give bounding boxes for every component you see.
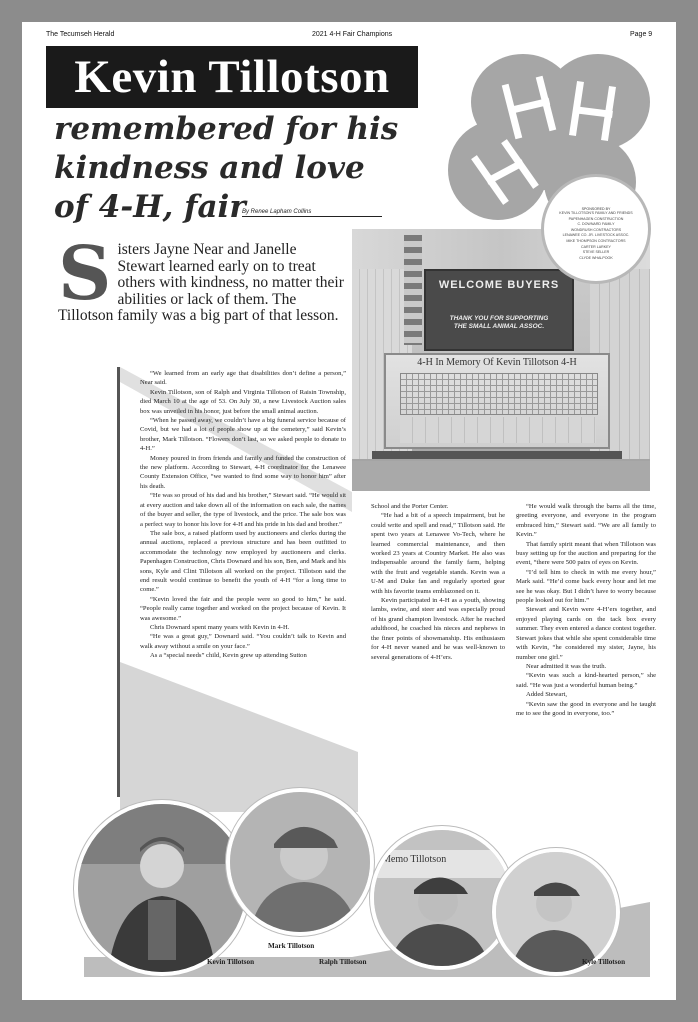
paragraph: Chris Downard spent many years with Kevin in 4-H. — [150, 623, 290, 631]
paragraph: “He was so proud of his dad and his brother,” Stewart said. “He would sit at every auction and take down all of the information on each sale, the names of the buyer and seller, the type of livestock, and the price. The sale box was a perfect way to honor his love for 4-H and his pride in his dad and brother.” — [140, 492, 346, 528]
byline: By Renee Lapham Collins — [242, 209, 382, 217]
paragraph: “Kevin loved the fair and the people were so good to him,” he said. “People really came together and worked on the project because of Kevin. It was awesome.” — [140, 595, 346, 622]
portrait-mark-tillotson — [226, 788, 374, 936]
paragraph: “Kevin saw the good in everyone and he taught me to see the good in everyone, too.” — [516, 700, 656, 717]
paragraph: “He would walk through the barns all the time, greeting everyone, and everyone in the program embraced him,” Stewart said. “We are all family to Kevin.” — [516, 503, 656, 539]
paragraph: School and the Porter Center. — [371, 503, 449, 510]
person-portrait — [230, 792, 370, 932]
paragraph: Stewart and Kevin were 4-H’ers together, and enjoyed playing cards on the tack box every summer. They even entered a dance contest together. Stewart jokes that while she spent considerable time with Kevin, “he considered my sister, Jayne, his number one girl.” — [516, 606, 656, 661]
paragraph: The sale box, a raised platform used by auctioneers and clerks during the annual auctions, replaced a previous structure and has been outfitted to accommodate the technology now employed by auctioneers and clerks. Papenhagen Construction, Chris Downard and his son, Ben, and Mark and his sons, Kyle and Clint Tillotson all worked on the project. Tillotson said the end result would continue to benefit the youth of 4-H “for a long time to come.” — [140, 529, 346, 594]
subtitle-line: kindness and love — [54, 150, 365, 186]
banner-title: WELCOME BUYERS — [438, 279, 560, 291]
sponsor-line: CARTER LARKEY — [581, 244, 611, 249]
subtitle-line: of 4-H, fair — [54, 189, 246, 225]
person-portrait — [78, 804, 246, 972]
paragraph: “I’d tell him to check in with me every hour,” Mark said. “He’d come back every hour and let me see he was okay. But I didn’t have to worry because people looked out for him.” — [516, 568, 656, 605]
paragraph: “Kevin was such a kind-hearted person,” she said. “He was just a wonderful human being.” — [516, 672, 656, 689]
paragraph: “When he passed away, we couldn’t have a big funeral service because of Covid, but we had a lot of people show up at the cemetery,” said Kevin’s brother, Mark Tillotson. “Flowers don’t last, so we asked people to donate to 4-H.” — [140, 417, 346, 453]
sponsor-line: MIKE THOMPSON CONTRACTORS — [566, 238, 626, 243]
section-name: 2021 4-H Fair Champions — [312, 31, 393, 38]
photo-caption: Ralph Tillotson — [319, 958, 367, 966]
person-portrait — [374, 830, 510, 966]
paragraph: That family spirit meant that when Tillotson was busy setting up for the auction and preparing for the event, “there were 500 pairs of eyes on Kevin. — [516, 540, 656, 567]
paragraph: “He was a great guy,” Downard said. “You couldn’t talk to Kevin and walk away without a smile on your face.” — [140, 633, 346, 650]
drop-cap: S — [58, 231, 112, 317]
sponsor-line: WONDRUSH CONTRACTORS — [570, 227, 622, 232]
portrait-kyle-tillotson — [492, 848, 620, 976]
person-portrait — [496, 852, 616, 972]
paragraph: Near admitted it was the truth. — [526, 662, 607, 670]
sponsor-title: SPONSORED BY — [581, 207, 611, 211]
photo-caption: Mark Tillotson — [268, 942, 315, 950]
publication-name: The Tecumseh Herald — [46, 31, 115, 38]
subtitle-line: remembered for his — [54, 111, 399, 147]
page-number: Page 9 — [630, 31, 653, 38]
photo-sign: Memo Tillotson — [382, 854, 447, 865]
banner-sub: THE SMALL ANIMAL ASSOC. — [453, 323, 545, 330]
lead-text: isters Jayne Near and Janelle Stewart learned early on to treat others with kindness, no matter their abilities or lack of them. The Tillotson family was a big part of that lesson. — [58, 241, 344, 324]
photo-caption: Kyle Tillotson — [582, 958, 626, 966]
paragraph: Added Stewart, — [526, 691, 568, 699]
paragraph: “He had a bit of a speech impairment, but he could write and spell and read,” Tillotson said. He spent two years at Lenawee Vo-Tech, where he learned commercial maintenance, and then worked 23 years at Country Market. He also was indispensable around the family farm, helping with the fruit and vegetable stands. Kevin was a U-M and Duke fan and regularly sported gear with his favorite teams emblazoned on it. — [371, 512, 505, 595]
paragraph: As a “special needs” child, Kevin grew up attending Sutton — [150, 652, 307, 660]
sponsor-line: LENAWEE CO. JR. LIVESTOCK ASSOC. — [562, 233, 630, 238]
banner-sub: THANK YOU FOR SUPPORTING — [449, 315, 549, 322]
paragraph: “We learned from an early age that disabilities don’t define a person,” Near said. — [140, 370, 346, 387]
sponsor-line: CLYDE WHALPOOK — [579, 255, 613, 260]
headline-title: Kevin Tillotson — [74, 51, 390, 103]
portrait-kevin-tillotson — [74, 800, 250, 976]
sponsor-line: STEVE SELLER — [582, 250, 610, 255]
sponsor-line: KEVIN TILLOTSON'S FAMILY AND FRIENDS — [559, 211, 633, 215]
sponsor-line: PAPENHAGEN CONSTRUCTION — [568, 216, 624, 221]
memorial-sign: 4-H In Memory Of Kevin Tillotson 4-H — [417, 357, 577, 368]
paragraph: Kevin participated in 4-H as a youth, showing lambs, swine, and steer and was especially proud of his grand champion livestock. After he reached adulthood, he coached his nieces and nephews in the finer points of showmanship. His enthusiasm for 4-H never waned and he was well-known to several generations of 4-H’ers. — [371, 597, 505, 661]
paragraph: Money poured in from friends and family and funded the construction of the new platform. According to Stewart, 4-H coordinator for the Lenawee County Extension Office, “we wanted to find some way to honor him” after his death. — [140, 454, 346, 490]
paragraph: Kevin Tillotson, son of Ralph and Virginia Tillotson of Raisin Township, died March 10 at the age of 53. On July 30, a new Livestock Auction sales box was unveiled in his honor, just before the small animal auction. — [140, 388, 346, 415]
newspaper-page — [22, 22, 676, 1000]
sponsor-line: C. DOWNARD FAMILY — [577, 222, 615, 227]
photo-caption: Kevin Tillotson — [207, 958, 255, 966]
